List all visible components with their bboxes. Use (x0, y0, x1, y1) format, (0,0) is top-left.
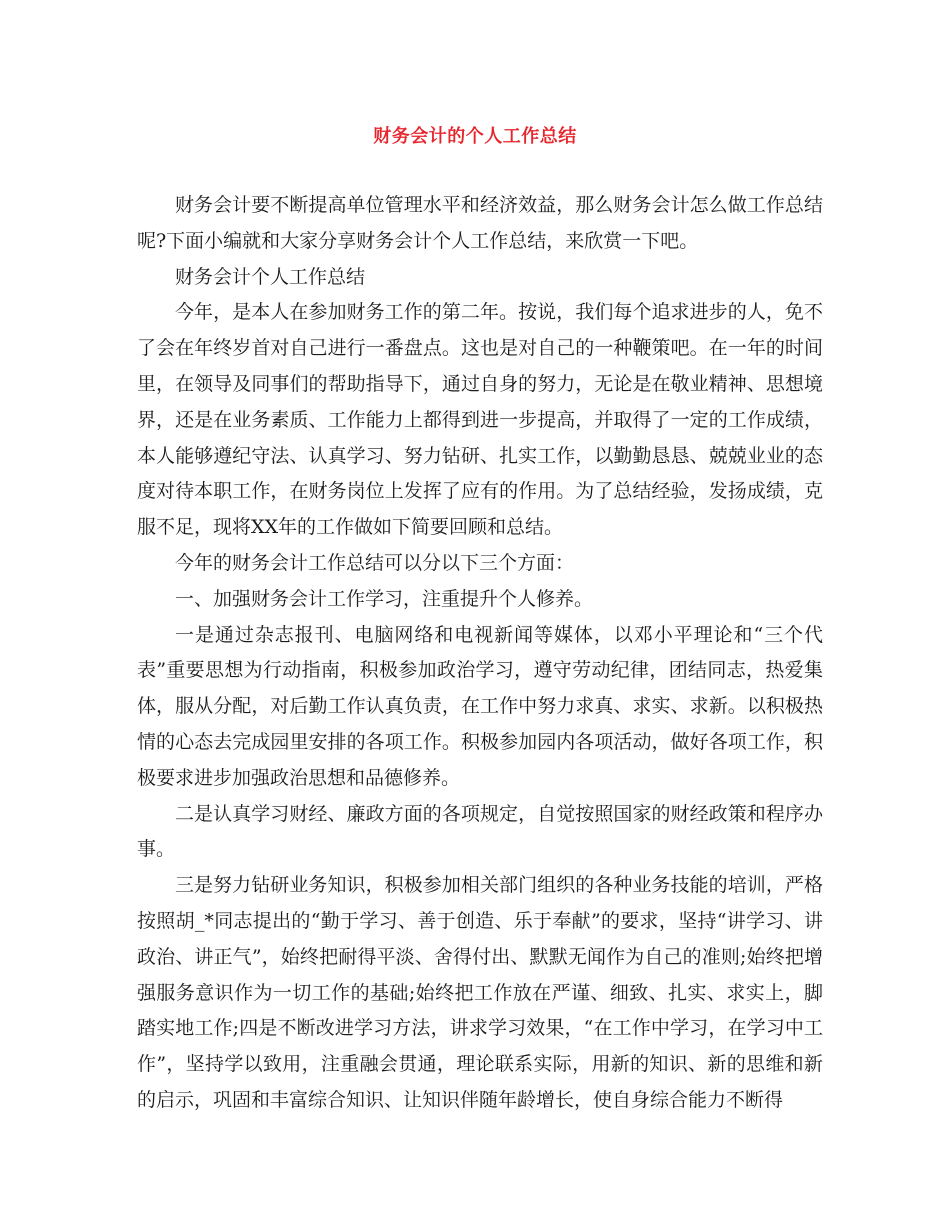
paragraph-point-1: 一是通过杂志报刊、电脑网络和电视新闻等媒体，以邓小平理论和“三个代表”重要思想为行动指南，积极参加政治学习，遵守劳动纪律，团结同志，热爱集体，服从分配，对后勤工作认真负责，在工作中努力求真、求实、求新。以积极热情的心态去完成园里安排的各项工作。积极参加园内各项活动，做好各项工作，积极要求进步加强政治思想和品德修养。 (137, 623, 823, 789)
section-heading-1: 一、加强财务会计工作学习，注重提升个人修养。 (175, 587, 594, 610)
paragraph-overview: 今年，是本人在参加财务工作的第二年。按说，我们每个追求进步的人，免不了会在年终岁首对自己进行一番盘点。这也是对自己的一种鞭策吧。在一年的时间里，在领导及同事们的帮助指导下，通过自身的努力，无论是在敬业精神、思想境界，还是在业务素质、工作能力上都得到进一步提高，并取得了一定的工作成绩，本人能够遵纪守法、认真学习、努力钻研、扎实工作，以勤勤恳恳、兢兢业业的态度对待本职工作，在财务岗位上发挥了应有的作用。为了总结经验，发扬成绩，克服不足，现将XX年的工作做如下简要回顾和总结。 (137, 301, 823, 539)
document-body (137, 188, 823, 1119)
document-title: 财务会计的个人工作总结 (373, 126, 577, 147)
paragraph-point-3: 三是努力钻研业务知识，积极参加相关部门组织的各种业务技能的培训，严格按照胡_*同志提出的“勤于学习、善于创造、乐于奉献”的要求，坚持“讲学习、讲政治、讲正气”，始终把耐得平淡、舍得付出、默默无闻作为自己的准则;始终把增强服务意识作为一切工作的基础;始终把工作放在严谨、细致、扎实、求实上，脚踏实地工作;四是不断改进学习方法，讲求学习效果，“在工作中学习，在学习中工作”，坚持学以致用，注重融会贯通，理论联系实际，用新的知识、新的思维和新的启示，巩固和丰富综合知识、让知识伴随年龄增长，使自身综合能力不断得 (137, 874, 823, 1111)
paragraph-intro: 财务会计要不断提高单位管理水平和经济效益，那么财务会计怎么做工作总结呢?下面小编就和大家分享财务会计个人工作总结，来欣赏一下吧。 (137, 194, 823, 252)
paragraph-point-2: 二是认真学习财经、廉政方面的各项规定，自觉按照国家的财经政策和程序办事。 (137, 802, 823, 861)
paragraph-subtitle: 财务会计个人工作总结 (175, 265, 366, 288)
paragraph-aspects: 今年的财务会计工作总结可以分以下三个方面： (175, 551, 575, 574)
